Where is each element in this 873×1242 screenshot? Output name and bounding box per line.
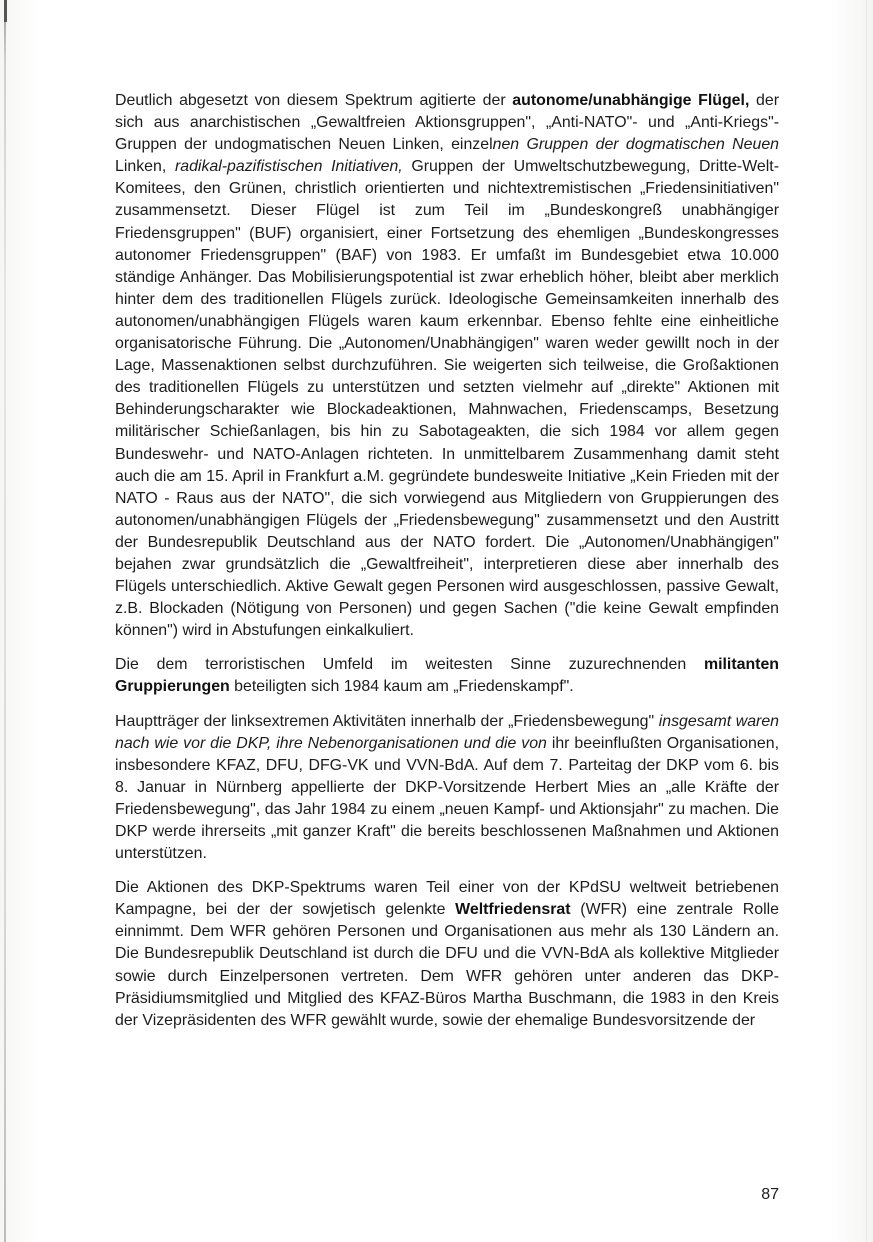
italic-run: nen Gruppen der dogmatischen Neuen	[492, 136, 779, 154]
binding-edge-top-mark	[4, 0, 7, 22]
italic-run: radikal-pazifistischen Initiativen,	[174, 158, 403, 176]
text-run: Die dem terroristischen Umfeld im weitesten Sinne zuzurechnenden	[115, 656, 704, 674]
bold-term: autonome/unabhängige Flügel,	[512, 92, 750, 109]
paragraph	[115, 654, 779, 698]
text-run: (WFR) eine zentrale Rolle einnimmt. Dem WFR gehören Personen und Organisationen aus mehr als 130 Ländern an. Die Bundesrepublik Deutschland ist durch die DFU und die VVN-BdA als kollektive Mitglieder sowie durch Einzelpersonen vertreten. Dem WFR gehören unter anderen das DKP-Präsidiumsmitglied und Mitglied des KFAZ-Büros Martha Buschmann, die 1983 in den Kreis der Vizepräsidenten des WFR gewählt wurde, sowie der ehemalige Bundesvorsitzende der	[115, 901, 779, 1029]
text-run: beteiligten sich 1984 kaum am „Friedenskampf".	[229, 678, 574, 696]
text-run: Deutlich abgesetzt von diesem Spektrum agitierte der	[115, 92, 513, 109]
binding-edge	[4, 0, 6, 1242]
text-run: Die Aktionen des DKP-Spektrums waren Teil einer von der KPdSU weltweit betriebenen Kampagne, bei der der sowjetisch gelenkte	[115, 879, 779, 919]
paragraph	[115, 877, 779, 1032]
italic-run: insgesamt waren nach wie vor die DKP, ihre Nebenorganisationen und die von	[115, 712, 780, 752]
paragraph	[115, 711, 779, 866]
page-right-edge	[866, 0, 867, 1242]
text-run: Linken,	[115, 158, 175, 176]
text-run: der sich aus anarchistischen „Gewaltfreien Aktionsgruppen", „Anti-NATO"- und „Anti-Kriegs"-Gruppen der undogmatischen Neuen Linken, einzel	[115, 92, 779, 154]
bold-term: militanten Gruppierungen	[115, 656, 779, 696]
text-run: Hauptträger der linksextremen Aktivitäten innerhalb der „Friedensbewegung"	[115, 712, 659, 730]
paragraph	[115, 90, 779, 642]
page-number: 87	[761, 1186, 779, 1203]
body-text	[115, 90, 779, 1044]
text-run: ihr beeinflußten Organisationen, insbesondere KFAZ, DFU, DFG-VK und VVN-BdA. Auf dem 7. Parteitag der DKP vom 6. bis 8. Januar in Nürnberg appellierte der DKP-Vorsitzende Herbert Mies an „alle Kräfte der Friedensbewegung", das Jahr 1984 zu einem „neuen Kampf- und Aktionsjahr" zu machen. Die DKP werde ihrerseits „mit ganzer Kraft" die bereits beschlossenen Maßnahmen und Aktionen unterstützen.	[115, 734, 779, 863]
bold-term: Weltfriedensrat	[455, 901, 571, 919]
text-run: Gruppen der Umweltschutzbewegung, Dritte-Welt-Komitees, den Grünen, christlich orientierten und nichtextremistischen „Friedensinitiativen" zusammensetzt. Dieser Flügel ist zum Teil im „Bundeskongreß unabhängiger Friedensgruppen" (BUF) organisiert, einer Fortsetzung des ehemligen „Bundeskongresses autonomer Friedensgruppen" (BAF) von 1983. Er umfaßt im Bundesgebiet etwa 10.000 ständige Anhänger. Das Mobilisierungspotential ist zwar erheblich höher, bleibt aber merklich hinter dem des traditionellen Flügels zurück. Ideologische Gemeinsamkeiten innerhalb des autonomen/unabhängigen Flügels waren kaum erkennbar. Ebenso fehlte eine einheitliche organisatorische Führung. Die „Autonomen/Unabhängigen" waren weder gewillt noch in der Lage, Massenaktionen selbst durchzuführen. Sie weigerten sich teilweise, die Großaktionen des traditionellen Flügels zu unterstützen und setzten vielmehr auf „direkte" Aktionen mit Behinderungscharakter wie Blockadeaktionen, Mahnwachen, Friedenscamps, Besetzung militärischer Schießanlagen, bis hin zu Sabotageakten, die sich 1984 vor allem gegen Bundeswehr- und NATO-Anlagen richteten. In unmittelbarem Zusammenhang damit steht auch die am 15. April in Frankfurt a.M. gegründete bundesweite Initiative „Kein Frieden mit der NATO - Raus aus der NATO", die sich vorwiegend aus Mitgliedern von Gruppierungen des autonomen/unabhängigen Flügels der „Friedensbewegung" zusammensetzt und den Austritt der Bundesrepublik Deutschland aus der NATO fordert. Die „Autonomen/Unabhängigen" bejahen zwar grundsätzlich die „Gewaltfreiheit", interpretieren diese aber innerhalb des Flügels unterschiedlich. Aktive Gewalt gegen Personen wird ausgeschlossen, passive Gewalt, z.B. Blockaden (Nötigung von Personen) und gegen Sachen ("die keine Gewalt empfinden können") wird in Abstufungen einkalkuliert.	[115, 158, 779, 640]
